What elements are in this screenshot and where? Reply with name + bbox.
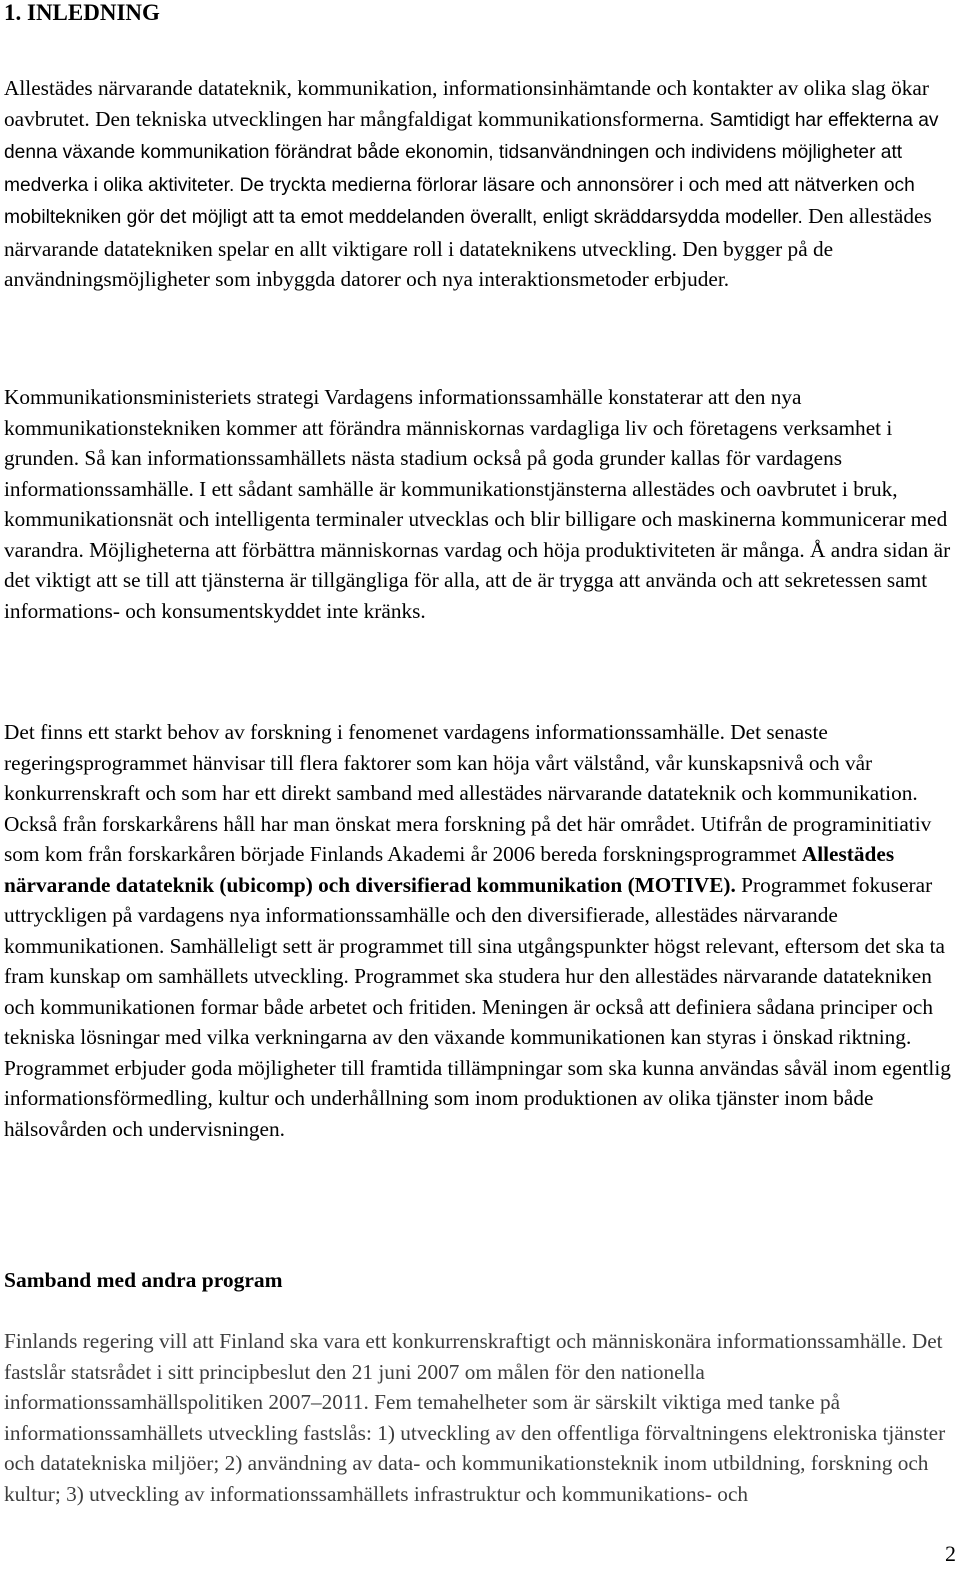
paragraph-intro-part-1: Allestädes närvarande datateknik, kommunikation, informationsinhämtande och kontakter av olika slag ökar oavbrutet. Den tekniska utvecklingen har mångfaldigat kommunikationsformerna.	[4, 76, 929, 131]
paragraph-intro	[4, 73, 958, 295]
paragraph-research-need-part-1: Det finns ett starkt behov av forskning i fenomenet vardagens informationssamhälle. Det senaste regeringsprogrammet hänvisar till flera faktorer som kan höja vårt välstånd, vår kunskapsnivå och vår konkurrenskraft och som har ett direkt samband med allestädes närvarande datateknik och kommunikation. Också från forskarkårens håll har man önskat mera forskning på det här området. Utifrån de programinitiativ som kom från forskarkåren började Finlands Akademi år 2006 bereda forskningsprogrammet	[4, 720, 932, 866]
paragraph-government-policy: Finlands regering vill att Finland ska vara ett konkurrenskraftigt och människonära informationssamhälle. Det fastslår statsrådet i sitt principbeslut den 21 juni 2007 om målen för den nationella informationssamhällspolitiken 2007–2011. Fem temahelheter som är särskilt viktiga med tanke på informationssamhällets utveckling fastslås: 1) utveckling av den offentliga förvaltningens elektroniska tjänster och datatekniska miljöer; 2) användning av data- och kommunikationsteknik inom utbildning, forskning och kultur; 3) utveckling av informationssamhällets infrastruktur och kommunikations- och	[4, 1329, 946, 1506]
subheading: Samband med andra program	[4, 1268, 283, 1292]
paragraph-intro-part-3: Den allestädes närvarande datatekniken spelar en allt viktigare roll i datateknikens utveckling. Den bygger på de användningsmöjligheter som inbyggda datorer och nya interaktionsmetoder erbjuder.	[4, 204, 932, 291]
paragraph-strategy: Kommunikationsministeriets strategi Vardagens informationssamhälle konstaterar att den nya kommunikationstekniken kommer att förändra människornas vardagliga liv och företagens verksamhet i grunden. Så kan informationssamhällets nästa stadium också på goda grunder kallas för vardagens informationssamhälle. I ett sådant samhälle är kommunikationstjänsterna allestädes och oavbrutet i bruk, kommunikationsnät och intelligenta terminaler utvecklas och blir billigare och maskinerna kommunicerar med varandra. Möjligheterna att förbättra människornas vardag och höja produktiviteten är många. Å andra sidan är det viktigt att se till att tjänsterna är tillgängliga för alla, att de är trygga att använda och att sekretessen samt informations- och konsumentskyddet inte kränks.	[4, 385, 951, 623]
paragraph-research-need	[4, 717, 958, 1144]
section-heading: 1. INLEDNING	[4, 0, 160, 25]
paragraph-research-need-part-2: Programmet fokuserar uttryckligen på vardagens nya informationssamhälle och den diversifierade, allestädes närvarande kommunikationen. Samhälleligt sett är programmet till sina utgångspunkter högst relevant, eftersom det ska ta fram kunskap om samhällets utveckling. Programmet ska studera hur den allestädes närvarande datatekniken och kommunikationen formar både arbetet och fritiden. Meningen är också att definiera sådana principer och tekniska lösningar med vilka verkningarna av den växande kommunikationen kan styras i önskad riktning. Programmet erbjuder goda möjligheter till framtida tillämpningar som ska kunna användas såväl inom egentlig informationsförmedling, kultur och underhållning som inom produktionen av olika tjänster inom både hälsovården och undervisningen.	[4, 872, 951, 1141]
paragraph-intro-part-2: Samtidigt har effekterna av denna växande kommunikation förändrat både ekonomin, tidsanvändningen och individens möjligheter att medverka i olika aktiviteter. De tryckta medierna förlorar läsare och annonsörer i och med att nätverken och mobiltekniken gör det möjligt att ta emot meddelanden överallt, enligt skräddarsydda modeller.	[4, 109, 939, 228]
program-name-bold: Allestädes närvarande datateknik (ubicomp) och diversifierad kommunikation (MOTIVE).	[4, 842, 895, 897]
page-number: 2	[945, 1541, 956, 1566]
